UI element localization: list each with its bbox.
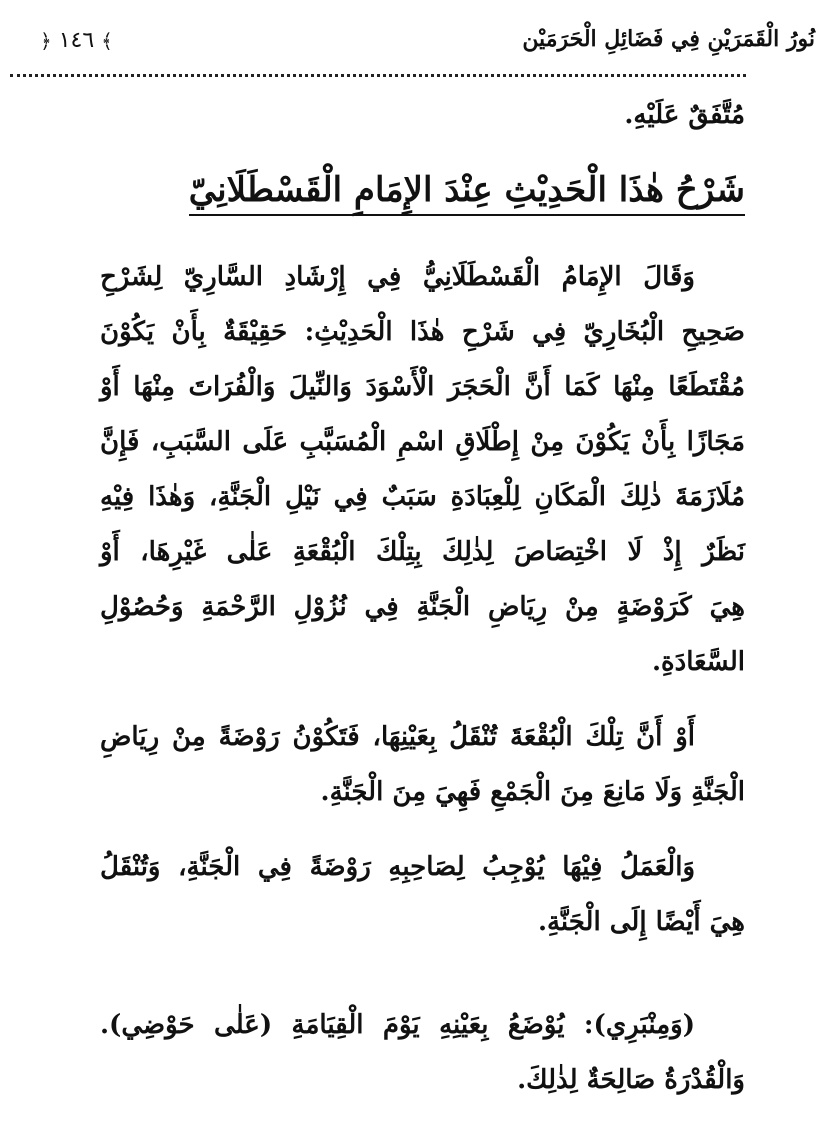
paragraph-line: نَظَرٌ إِذْ لَا اخْتِصَاصَ لِذٰلِكَ بِتِلْكَ الْبُقْعَةِ عَلٰى غَيْرِهَا، أَوْ — [100, 537, 745, 567]
paragraph-line: (وَمِنْبَرِي): يُوْضَعُ بِعَيْنِهِ يَوْمَ الْقِيَامَةِ (عَلٰى حَوْضِي). — [100, 1010, 695, 1040]
paragraph-line: وَقَالَ الإِمَامُ الْقَسْطَلَانِيُّ فِي إِرْشَادِ السَّارِيّ لِشَرْحِ — [100, 262, 695, 292]
paragraph-line: هِيَ كَرَوْضَةٍ مِنْ رِيَاضِ الْجَنَّةِ فِي نُزُوْلِ الرَّحْمَةِ وَحُصُوْلِ — [100, 592, 745, 622]
page-header — [40, 20, 815, 70]
paragraph-line: صَحِيحِ الْبُخَارِيّ فِي شَرْحِ هٰذَا الْحَدِيْثِ: حَقِيْقَةٌ بِأَنْ يَكُوْنَ — [100, 317, 745, 347]
paragraph-line: مَجَازًا بِأَنْ يَكُوْنَ مِنْ إِطْلَاقِ اسْمِ الْمُسَبَّبِ عَلَى السَّبَبِ، فَإِنَّ — [100, 427, 745, 457]
paragraph-line: وَالْقُدْرَةُ صَالِحَةٌ لِذٰلِكَ. — [517, 1065, 745, 1095]
section-heading: شَرْحُ هٰذَا الْحَدِيْثِ عِنْدَ الإِمَامِ الْقَسْطَلَانِيّ — [189, 170, 745, 216]
paragraph-line: الْجَنَّةِ وَلَا مَانِعَ مِنَ الْجَمْعِ فَهِيَ مِنَ الْجَنَّةِ. — [320, 777, 745, 807]
paragraph-line: هِيَ أَيْضًا إِلَى الْجَنَّةِ. — [537, 907, 745, 937]
page-number-value: ١٤٦ — [58, 28, 95, 53]
paragraph-line: أَوْ أَنَّ تِلْكَ الْبُقْعَةَ تُنْقَلُ بِعَيْنِهَا، فَتَكُوْنُ رَوْضَةً مِنْ رِيَاضِ — [100, 722, 695, 752]
ornament-bracket-right-icon: ﴾ — [101, 29, 113, 53]
paragraph-line: مُقْتَطَعًا مِنْهَا كَمَا أَنَّ الْحَجَرَ الْأَسْوَدَ وَالنِّيلَ وَالْفُرَاتَ مِنْهَا أَوْ — [100, 372, 745, 402]
opening-line: مُتَّفَقٌ عَلَيْهِ. — [624, 100, 745, 130]
book-title: نُورُ الْقَمَرَيْنِ فِي فَضَائِلِ الْحَرَمَيْن — [522, 26, 815, 52]
paragraph-line: السَّعَادَةِ. — [651, 647, 745, 677]
paragraph-line: وَالْعَمَلُ فِيْهَا يُوْجِبُ لِصَاحِبِهِ رَوْضَةً فِي الْجَنَّةِ، وَتُنْقَلُ — [100, 852, 695, 882]
page-number — [40, 28, 113, 53]
header-divider — [10, 74, 746, 77]
ornament-bracket-left-icon: ﴿ — [40, 29, 52, 53]
paragraph-line: مُلَازَمَةَ ذٰلِكَ الْمَكَانِ لِلْعِبَادَةِ سَبَبٌ فِي نَيْلِ الْجَنَّةِ، وَهٰذَا فِيْهِ — [100, 482, 745, 512]
